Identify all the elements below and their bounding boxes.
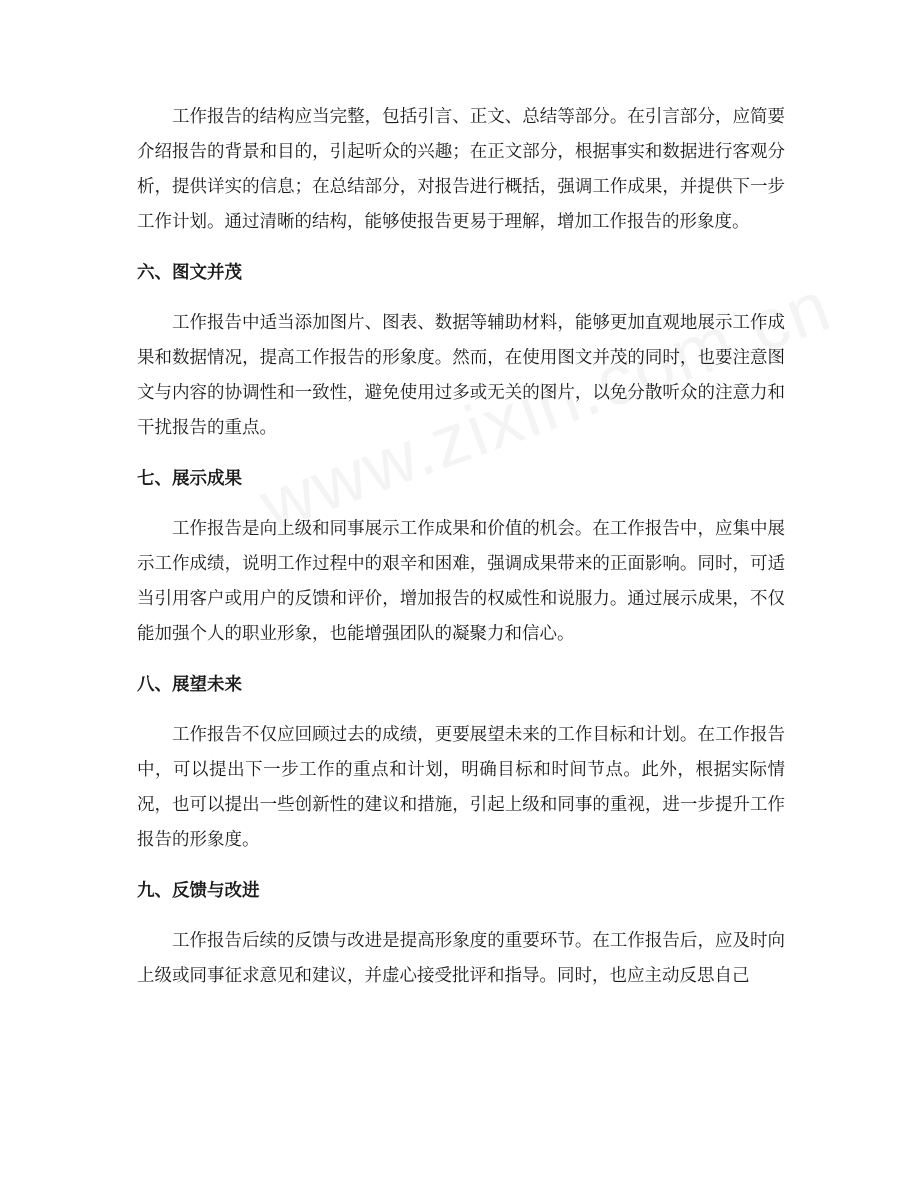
paragraph-8: 工作报告不仅应回顾过去的成绩，更要展望未来的工作目标和计划。在工作报告中，可以提出下一步工作的重点和计划，明确目标和时间节点。此外，根据实际情况，也可以提出一些创新性的建议和措施，引起上级和同事的重视，进一步提升工作报告的形象度。 xyxy=(137,725,785,850)
heading-6: 六、图文并茂 xyxy=(137,263,242,283)
paragraph-9: 工作报告后续的反馈与改进是提高形象度的重要环节。在工作报告后，应及时向上级或同事征求意见和建议，并虚心接受批评和指导。同时，也应主动反思自己 xyxy=(137,931,785,986)
heading-7: 七、展示成果 xyxy=(137,469,242,489)
paragraph-structure: 工作报告的结构应当完整，包括引言、正文、总结等部分。在引言部分，应简要介绍报告的背景和目的，引起听众的兴趣；在正文部分，根据事实和数据进行客观分析，提供详实的信息；在总结部分，对报告进行概括，强调工作成果，并提供下一步工作计划。通过清晰的结构，能够使报告更易于理解，增加工作报告的形象度。 xyxy=(137,107,785,232)
document-page xyxy=(137,100,785,994)
paragraph-6: 工作报告中适当添加图片、图表、数据等辅助材料，能够更加直观地展示工作成果和数据情况，提高工作报告的形象度。然而，在使用图文并茂的同时，也要注意图文与内容的协调性和一致性，避免使用过多或无关的图片，以免分散听众的注意力和干扰报告的重点。 xyxy=(137,313,785,438)
paragraph-7: 工作报告是向上级和同事展示工作成果和价值的机会。在工作报告中，应集中展示工作成绩，说明工作过程中的艰辛和困难，强调成果带来的正面影响。同时，可适当引用客户或用户的反馈和评价，增加报告的权威性和说服力。通过展示成果，不仅能加强个人的职业形象，也能增强团队的凝聚力和信心。 xyxy=(137,519,785,644)
heading-8: 八、展望未来 xyxy=(137,675,242,695)
heading-9: 九、反馈与改进 xyxy=(137,881,260,901)
